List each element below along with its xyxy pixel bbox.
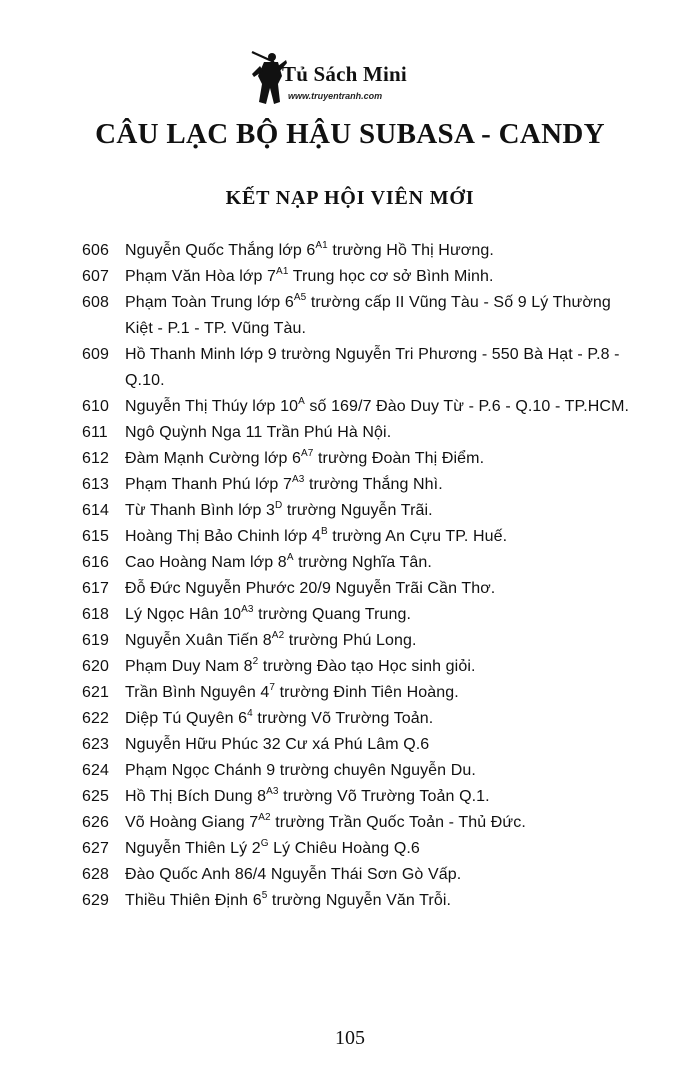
member-text xyxy=(125,446,642,472)
member-text-main: Đỗ Đức Nguyễn Phước 20/9 Nguyễn Trãi Cần Thơ. xyxy=(125,580,496,597)
member-entry xyxy=(82,524,642,550)
member-number: 613 xyxy=(82,476,109,493)
member-entry xyxy=(82,238,642,264)
member-entry xyxy=(82,394,642,420)
member-text-main: Phạm Duy Nam 8 xyxy=(125,658,253,675)
member-entry xyxy=(82,810,642,836)
member-entry xyxy=(82,862,642,888)
class-superscript: A3 xyxy=(291,473,305,485)
member-entry xyxy=(82,628,642,654)
member-text-rest: trường Đinh Tiên Hoàng. xyxy=(275,684,459,701)
member-text xyxy=(125,238,642,264)
member-text xyxy=(125,784,642,810)
member-text xyxy=(125,602,642,628)
class-superscript: A1 xyxy=(315,239,328,251)
member-text xyxy=(125,576,642,602)
member-text-main: Nguyễn Thị Thúy lớp 10 xyxy=(125,398,299,415)
member-text xyxy=(125,524,642,550)
member-number: 619 xyxy=(82,632,109,649)
member-entry xyxy=(82,706,642,732)
member-text-main: Hồ Thanh Minh lớp 9 trường Nguyễn Tri Phương - 550 Bà Hạt - P.8 - Q.10. xyxy=(125,346,620,389)
member-number: 625 xyxy=(82,788,109,805)
member-text-main: Trần Bình Nguyên 4 xyxy=(125,684,270,701)
member-text-rest: Lý Chiêu Hoàng Q.6 xyxy=(268,840,420,857)
member-text-rest: trường Võ Trường Toản Q.1. xyxy=(278,788,490,805)
member-number: 615 xyxy=(82,528,109,545)
member-number: 620 xyxy=(82,658,109,675)
member-text-rest: trường Nghĩa Tân. xyxy=(293,554,432,571)
member-number: 628 xyxy=(82,866,109,883)
member-text-rest: số 169/7 Đào Duy Từ - P.6 - Q.10 - TP.HCM. xyxy=(304,398,630,415)
class-superscript: A1 xyxy=(276,265,289,277)
member-text-rest: trường Đoàn Thị Điểm. xyxy=(313,450,485,467)
member-entry xyxy=(82,472,642,498)
member-text-main: Võ Hoàng Giang 7 xyxy=(125,814,259,831)
member-text xyxy=(125,472,642,498)
member-text-rest: trường Nguyễn Văn Trỗi. xyxy=(267,892,452,909)
member-text-main: Phạm Văn Hòa lớp 7 xyxy=(125,268,277,285)
member-text-main: Nguyễn Thiên Lý 2 xyxy=(125,840,261,857)
member-text xyxy=(125,394,642,420)
member-number: 629 xyxy=(82,892,109,909)
member-text-main: Ngô Quỳnh Nga 11 Trần Phú Hà Nội. xyxy=(125,424,392,441)
member-number: 618 xyxy=(82,606,109,623)
member-text xyxy=(125,342,642,394)
member-text-rest: trường Đào tạo Học sinh giỏi. xyxy=(258,658,476,675)
member-text xyxy=(125,264,642,290)
member-entry xyxy=(82,732,642,758)
member-text-main: Hoàng Thị Bảo Chinh lớp 4 xyxy=(125,528,321,545)
member-entry xyxy=(82,836,642,862)
member-text-main: Phạm Thanh Phú lớp 7 xyxy=(125,476,292,493)
member-entry xyxy=(82,290,642,342)
member-number: 610 xyxy=(82,398,109,415)
member-text xyxy=(125,654,642,680)
member-text xyxy=(125,862,642,888)
member-text-main: Lý Ngọc Hân 10 xyxy=(125,606,242,623)
member-text xyxy=(125,628,642,654)
member-number: 622 xyxy=(82,710,109,727)
member-entry xyxy=(82,576,642,602)
class-superscript: G xyxy=(260,837,269,849)
class-superscript: 7 xyxy=(269,681,276,693)
member-text xyxy=(125,290,642,342)
member-text-main: Diệp Tú Quyên 6 xyxy=(125,710,248,727)
member-number: 609 xyxy=(82,346,109,363)
logo-url: www.truyentranh.com xyxy=(288,91,383,101)
section-title: KẾT NẠP HỘI VIÊN MỚI xyxy=(225,187,475,209)
member-text xyxy=(125,680,642,706)
member-text-rest: trường cấp II Vũng Tàu - Số 9 Lý Thường Kiệt - P.1 - TP. Vũng Tàu. xyxy=(125,294,611,337)
member-text xyxy=(125,706,642,732)
member-text-main: Thiều Thiên Định 6 xyxy=(125,892,262,909)
member-entry xyxy=(82,680,642,706)
member-number: 611 xyxy=(82,424,108,441)
member-list xyxy=(82,238,642,914)
class-superscript: A2 xyxy=(258,811,271,823)
publisher-logo xyxy=(248,44,428,112)
member-entry xyxy=(82,758,642,784)
class-superscript: A xyxy=(298,395,305,407)
member-text-main: Nguyễn Xuân Tiến 8 xyxy=(125,632,272,649)
member-text-rest: Trung học cơ sở Bình Minh. xyxy=(288,268,494,285)
member-number: 626 xyxy=(82,814,109,831)
member-entry xyxy=(82,498,642,524)
member-text-rest: trường An Cựu TP. Huế. xyxy=(327,528,508,545)
member-text-rest: trường Võ Trường Toản. xyxy=(252,710,434,727)
member-number: 616 xyxy=(82,554,109,571)
class-superscript: A3 xyxy=(266,785,279,797)
member-number: 621 xyxy=(82,684,109,701)
class-superscript: 5 xyxy=(261,889,268,901)
member-text-rest: trường Quang Trung. xyxy=(253,606,412,623)
page-number: 105 xyxy=(335,1027,365,1049)
class-superscript: A7 xyxy=(300,447,314,459)
member-entry xyxy=(82,602,642,628)
member-text xyxy=(125,810,642,836)
member-number: 608 xyxy=(82,294,109,311)
class-superscript: A5 xyxy=(293,291,307,303)
class-superscript: A2 xyxy=(271,629,285,641)
class-superscript: B xyxy=(320,525,328,537)
member-text-main: Từ Thanh Bình lớp 3 xyxy=(125,502,276,519)
member-entry xyxy=(82,784,642,810)
member-entry xyxy=(82,420,642,446)
class-superscript: A xyxy=(286,551,294,563)
member-number: 623 xyxy=(82,736,109,753)
member-number: 624 xyxy=(82,762,109,779)
class-superscript: D xyxy=(275,499,283,511)
member-number: 614 xyxy=(82,502,109,519)
member-text-main: Phạm Toàn Trung lớp 6 xyxy=(125,294,294,311)
member-text-main: Nguyễn Quốc Thắng lớp 6 xyxy=(125,242,316,259)
member-number: 606 xyxy=(82,242,109,259)
member-text-main: Đào Quốc Anh 86/4 Nguyễn Thái Sơn Gò Vấp. xyxy=(125,866,462,883)
member-text xyxy=(125,758,642,784)
class-superscript: 4 xyxy=(247,707,253,719)
member-entry xyxy=(82,550,642,576)
member-text-main: Đàm Mạnh Cường lớp 6 xyxy=(125,450,301,467)
club-title: CÂU LẠC BỘ HẬU SUBASA - CANDY xyxy=(95,118,605,150)
class-superscript: 2 xyxy=(252,655,259,667)
member-text xyxy=(125,420,642,446)
class-superscript: A3 xyxy=(241,603,254,615)
member-text xyxy=(125,836,642,862)
member-number: 617 xyxy=(82,580,109,597)
member-number: 607 xyxy=(82,268,109,285)
member-number: 627 xyxy=(82,840,109,857)
member-text-rest: trường Hồ Thị Hương. xyxy=(327,242,494,259)
member-text-main: Nguyễn Hữu Phúc 32 Cư xá Phú Lâm Q.6 xyxy=(125,736,430,753)
member-entry xyxy=(82,888,642,914)
member-number: 612 xyxy=(82,450,109,467)
member-entry xyxy=(82,264,642,290)
member-text xyxy=(125,550,642,576)
member-entry xyxy=(82,446,642,472)
member-text-rest: trường Phú Long. xyxy=(284,632,417,649)
member-entry xyxy=(82,342,642,394)
member-text-main: Cao Hoàng Nam lớp 8 xyxy=(125,554,287,571)
member-text-rest: trường Trần Quốc Toản - Thủ Đức. xyxy=(270,814,526,831)
logo-title: Tủ Sách Mini xyxy=(282,62,407,86)
member-entry xyxy=(82,654,642,680)
member-text-main: Hồ Thị Bích Dung 8 xyxy=(125,788,267,805)
member-text-rest: trường Thắng Nhì. xyxy=(304,476,443,493)
member-text xyxy=(125,498,642,524)
member-text xyxy=(125,732,642,758)
member-text-main: Phạm Ngọc Chánh 9 trường chuyên Nguyễn Du. xyxy=(125,762,476,779)
member-text xyxy=(125,888,642,914)
member-text-rest: trường Nguyễn Trãi. xyxy=(282,502,433,519)
